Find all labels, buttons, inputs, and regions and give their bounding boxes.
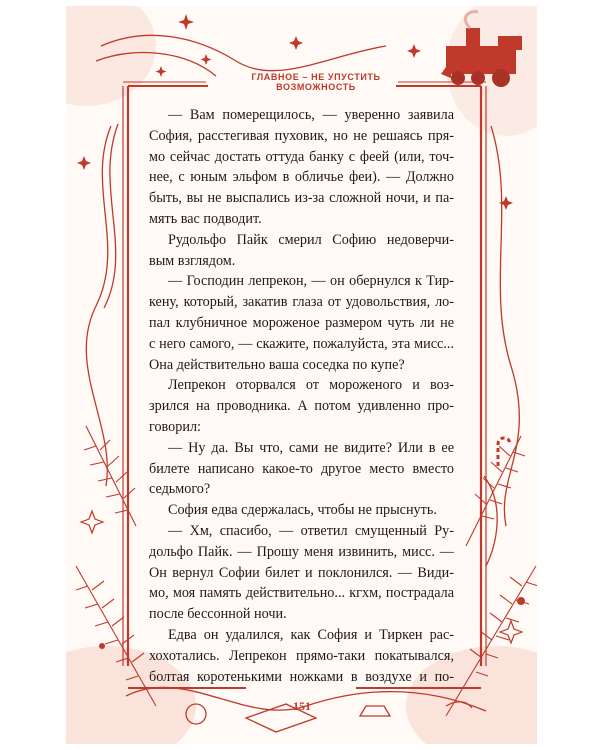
text-line: хохотались. Лепрекон прямо-таки покатывался, bbox=[149, 647, 454, 664]
text-line: после бессонной ночи. bbox=[149, 606, 287, 623]
text-line: София едва сдержалась, чтобы не прыснуть. bbox=[168, 502, 437, 519]
text-line: дольфо Пайк. — Прошу меня извинить, мисс. — bbox=[149, 543, 454, 560]
text-line: София, расстегивая пуховик, но не решаясь пря- bbox=[149, 127, 454, 144]
text-line: Рудольфо Пайк смерил Софию недоверчи- bbox=[168, 231, 454, 248]
text-line: — Хм, спасибо, — ответил смущенный Ру- bbox=[168, 522, 454, 539]
text-line: болтая коротенькими ножками в воздухе и по- bbox=[149, 668, 454, 685]
text-line: мо, моя память действительно... кгхм, пострадала bbox=[149, 585, 454, 602]
text-line: седьмого? bbox=[149, 481, 211, 498]
body-text bbox=[149, 105, 454, 687]
text-line: быть, вы не выспались из-за сложной ночи, и па- bbox=[149, 190, 454, 207]
running-header: ГЛАВНОЕ – НЕ УПУСТИТЬ ВОЗМОЖНОСТЬ bbox=[251, 72, 381, 92]
text-line: пал клубничное мороженое размером чуть ли не bbox=[149, 314, 454, 331]
text-line: мять вас подводит. bbox=[149, 210, 262, 227]
book-page bbox=[66, 6, 537, 744]
text-line: Едва он удалился, как София и Тиркен рас- bbox=[168, 626, 454, 643]
text-line: мо сейчас достать оттуда банку с феей (или, точ- bbox=[149, 148, 454, 165]
text-line: — Господин лепрекон, — он обернулся к Тир- bbox=[168, 273, 454, 290]
text-line: билете написано какое-то другое место вместо bbox=[149, 460, 454, 477]
text-line: Он вернул Софии билет и поклонился. — Види- bbox=[149, 564, 454, 581]
text-line: говорил: bbox=[149, 418, 201, 435]
text-line: кену, который, закатив глаза от удовольствия, ло- bbox=[149, 294, 454, 311]
text-line: зрился на проводника. А потом удивленно про- bbox=[149, 398, 454, 415]
text-line: Она действительно ваша соседка по купе? bbox=[149, 356, 405, 373]
text-line: Лепрекон оторвался от мороженого и воз- bbox=[168, 377, 454, 394]
text-line: с него самого, — скажите, пожалуйста, эта мисс... bbox=[149, 335, 454, 352]
text-line: — Вам померещилось, — уверенно заявила bbox=[168, 107, 454, 123]
text-line: нее, с юным эльфом в обличье феи). — Должно bbox=[149, 169, 454, 186]
page-number: 151 bbox=[293, 699, 311, 713]
text-line: — Ну да. Вы что, сами не видите? Или в ее bbox=[168, 439, 454, 456]
text-line: вым взглядом. bbox=[149, 252, 236, 269]
